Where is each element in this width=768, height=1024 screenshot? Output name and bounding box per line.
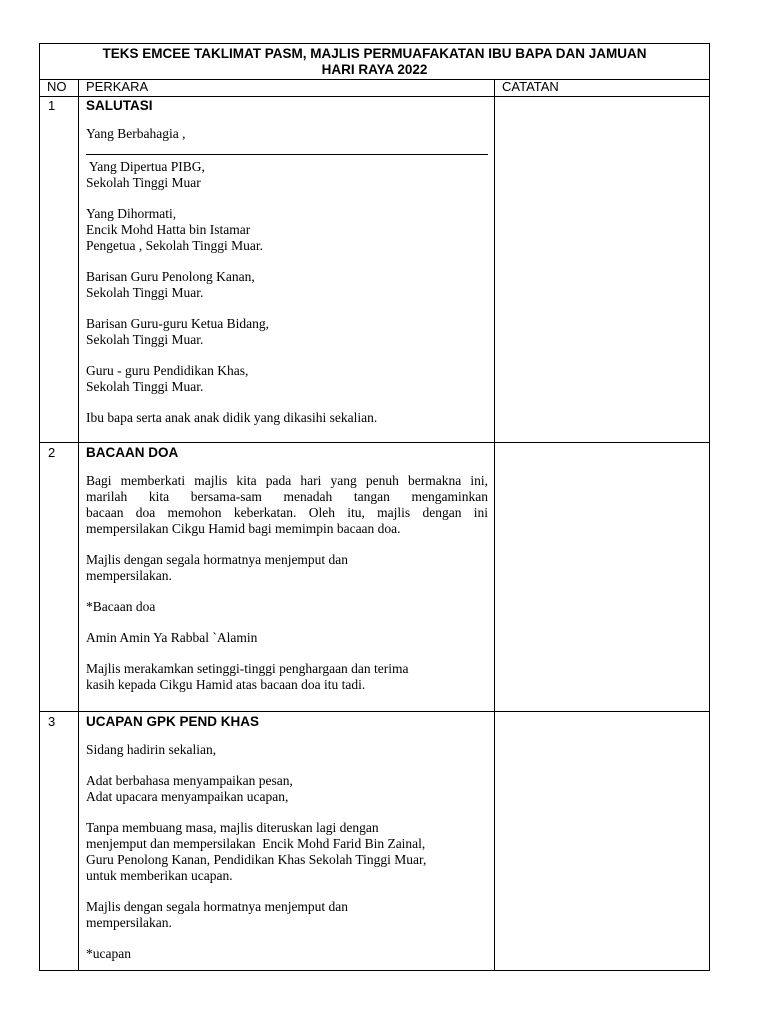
section-title: BACAAN DOA	[86, 445, 179, 460]
text-line: Adat upacara menyampaikan ucapan,	[86, 789, 289, 804]
text-line: bacaan doa memohon keberkatan. Oleh itu, majlis dengan ini	[86, 505, 488, 520]
fill-in-blank-line	[86, 154, 488, 155]
text-line: mempersilakan.	[86, 915, 172, 930]
paragraph	[86, 206, 488, 254]
row-number: 3	[48, 714, 56, 729]
text-line: Yang Berbahagia ,	[86, 126, 186, 141]
text-line: kasih kepada Cikgu Hamid atas bacaan doa itu tadi.	[86, 677, 366, 692]
paragraph	[86, 899, 488, 931]
text-line: *ucapan	[86, 946, 131, 961]
paragraph	[86, 126, 488, 142]
section-title: SALUTASI	[86, 98, 153, 113]
paragraph	[86, 946, 488, 962]
document-title-line-1: TEKS EMCEE TAKLIMAT PASM, MAJLIS PERMUAFAKATAN IBU BAPA DAN JAMUAN	[102, 46, 647, 61]
row-number: 1	[48, 98, 56, 113]
document-title-line-2: HARI RAYA 2022	[321, 62, 428, 77]
text-line: untuk memberikan ucapan.	[86, 868, 233, 883]
text-line: mempersilakan Cikgu Hamid bagi memimpin bacaan doa.	[86, 521, 401, 536]
paragraph	[86, 410, 488, 426]
text-line: mempersilakan.	[86, 568, 172, 583]
text-line: Sekolah Tinggi Muar.	[86, 379, 204, 394]
text-line: Pengetua , Sekolah Tinggi Muar.	[86, 238, 264, 253]
text-line: menjemput dan mempersilakan Encik Mohd Farid Bin Zainal,	[86, 836, 426, 851]
text-line: Encik Mohd Hatta bin Istamar	[86, 222, 251, 237]
paragraph	[86, 820, 488, 884]
header-catatan: CATATAN	[502, 79, 559, 94]
paragraph	[86, 599, 488, 615]
paragraph	[86, 159, 488, 191]
section-salutasi	[86, 98, 488, 441]
section-title: UCAPAN GPK PEND KHAS	[86, 714, 260, 729]
text-line: Barisan Guru Penolong Kanan,	[86, 269, 255, 284]
row-1-border	[40, 442, 709, 443]
text-line: marilah kita bersama-sam menadah tangan mengaminkan	[86, 489, 488, 504]
text-line: Guru Penolong Kanan, Pendidikan Khas Sekolah Tinggi Muar,	[86, 852, 427, 867]
text-line: Barisan Guru-guru Ketua Bidang,	[86, 316, 269, 331]
header-row-border	[40, 96, 709, 97]
paragraph	[86, 269, 488, 301]
text-line: Yang Dipertua PIBG,	[86, 159, 205, 174]
text-line: Sekolah Tinggi Muar.	[86, 285, 204, 300]
text-line: Sidang hadirin sekalian,	[86, 742, 217, 757]
text-line: Sekolah Tinggi Muar	[86, 175, 201, 190]
paragraph	[86, 661, 488, 693]
text-line: Majlis dengan segala hormatnya menjemput dan	[86, 899, 349, 914]
paragraph	[86, 363, 488, 395]
section-bacaan-doa	[86, 445, 488, 708]
paragraph	[86, 742, 488, 758]
text-line: Adat berbahasa menyampaikan pesan,	[86, 773, 293, 788]
row-2-border	[40, 711, 709, 712]
column-divider-no	[78, 79, 79, 970]
text-line: Bagi memberkati majlis kita pada hari yang penuh bermakna ini,	[86, 473, 488, 488]
row-number: 2	[48, 445, 56, 460]
paragraph	[86, 473, 488, 537]
header-perkara: PERKARA	[86, 79, 149, 94]
text-line: Majlis dengan segala hormatnya menjemput dan	[86, 552, 349, 567]
paragraph	[86, 316, 488, 348]
text-line: Majlis merakamkan setinggi-tinggi penghargaan dan terima	[86, 661, 409, 676]
text-line: Ibu bapa serta anak anak didik yang dikasihi sekalian.	[86, 410, 378, 425]
paragraph	[86, 773, 488, 805]
header-no: NO	[47, 79, 67, 94]
paragraph	[86, 552, 488, 584]
section-ucapan-gpk	[86, 714, 488, 977]
text-line: Yang Dihormati,	[86, 206, 177, 221]
document-title	[40, 44, 709, 79]
paragraph	[86, 630, 488, 646]
text-line: Amin Amin Ya Rabbal `Alamin	[86, 630, 258, 645]
text-line: Sekolah Tinggi Muar.	[86, 332, 204, 347]
emcee-script-table	[39, 43, 710, 971]
text-line: Tanpa membuang masa, majlis diteruskan lagi dengan	[86, 820, 379, 835]
text-line: *Bacaan doa	[86, 599, 156, 614]
column-divider-catatan	[494, 79, 495, 970]
text-line: Guru - guru Pendidikan Khas,	[86, 363, 249, 378]
